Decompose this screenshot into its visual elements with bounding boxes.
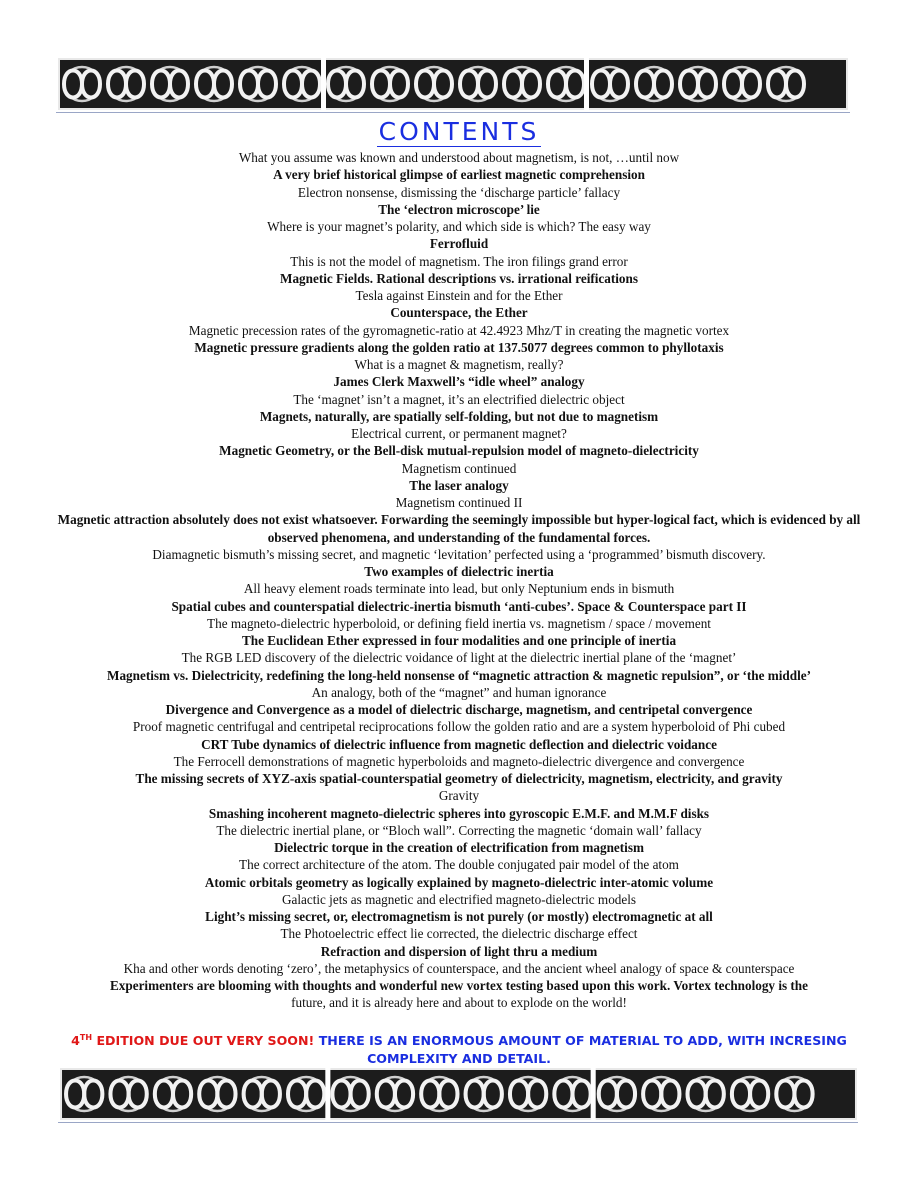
- contents-entry: The Photoelectric effect lie corrected, the dielectric discharge effect: [280, 926, 638, 942]
- contents-entry: Magnetism continued: [401, 460, 517, 476]
- contents-entry: Gravity: [438, 788, 480, 804]
- contents-heading: Two examples of dielectric inertia: [364, 564, 554, 579]
- contents-heading: Magnetic Geometry, or the Bell-disk mutual-repulsion model of magneto-dielectricity: [219, 443, 699, 459]
- contents-list: [46, 149, 872, 1012]
- contents-heading: CRT Tube dynamics of dielectric influence from magnetic deflection and dielectric voidance: [201, 736, 717, 752]
- contents-entry: This is not the model of magnetism. The iron filings grand error: [290, 253, 628, 269]
- contents-heading: Atomic orbitals geometry as logically explained by magneto-dielectric inter-atomic volume: [204, 874, 714, 890]
- contents-heading: Dielectric torque in the creation of electrification from magnetism: [274, 840, 644, 855]
- contents-heading: The missing secrets of XYZ-axis spatial-counterspatial geometry of dielectricity, magnetism, electricity, and gravity: [135, 771, 783, 786]
- contents-entry: Diamagnetic bismuth’s missing secret, and magnetic ‘levitation’ perfected using a ‘programmed’ bismuth discovery.: [152, 546, 766, 562]
- contents-heading: Spatial cubes and counterspatial dielectric-inertia bismuth ‘anti-cubes’. Space & Counterspace part II: [171, 598, 747, 614]
- page-title: CONTENTS: [378, 117, 540, 146]
- contents-heading: Ferrofluid: [429, 236, 489, 252]
- contents-heading: Refraction and dispersion of light thru a medium: [320, 943, 598, 959]
- contents-entry: The RGB LED discovery of the dielectric voidance of light at the dielectric inertial plane of the ‘magnet’: [181, 650, 737, 666]
- contents-heading: The ‘electron microscope’ lie: [378, 201, 540, 217]
- contents-entry: All heavy element roads terminate into lead, but only Neptunium ends in bismuth: [243, 581, 675, 597]
- contents-entry: An analogy, both of the “magnet” and human ignorance: [311, 684, 607, 700]
- celtic-knot-border-bottom: [60, 1068, 857, 1120]
- bottom-divider: [58, 1122, 858, 1123]
- contents-heading: Smashing incoherent magneto-dielectric spheres into gyroscopic E.M.F. and M.M.F disks: [208, 805, 710, 821]
- contents-heading: Magnetic Fields. Rational descriptions vs. irrational reifications: [280, 270, 638, 286]
- edition-notice: [60, 1029, 858, 1068]
- contents-entry: Proof magnetic centrifugal and centripetal reciprocations follow the golden ratio and are a system hyperboloid of Phi cubed: [132, 719, 786, 735]
- contents-heading: The Euclidean Ether expressed in four modalities and one principle of inertia: [241, 633, 677, 648]
- contents-entry: Magnetism continued II: [395, 495, 523, 510]
- contents-entry: Kha and other words denoting ‘zero’, the metaphysics of counterspace, and the ancient wheel analogy of space & counterspace: [123, 960, 795, 976]
- top-divider: [56, 112, 850, 113]
- contents-heading: Experimenters are blooming with thoughts and wonderful new vortex testing based upon this work. Vortex technology is the: [110, 978, 808, 993]
- contents-entry: Tesla against Einstein and for the Ether: [355, 288, 563, 303]
- contents-entry: The Ferrocell demonstrations of magnetic hyperboloids and magneto-dielectric divergence and convergence: [173, 753, 745, 769]
- contents-entry: future, and it is already here and about to explode on the world!: [291, 995, 627, 1011]
- contents-entry: The correct architecture of the atom. The double conjugated pair model of the atom: [239, 857, 679, 873]
- contents-entry: Magnetic precession rates of the gyromagnetic-ratio at 42.4923 Mhz/T in creating the magnetic vortex: [188, 322, 730, 338]
- contents-entry: The ‘magnet’ isn’t a magnet, it’s an electrified dielectric object: [293, 391, 625, 407]
- contents-heading: Divergence and Convergence as a model of dielectric discharge, magnetism, and centripetal convergence: [165, 702, 753, 717]
- contents-heading: Light’s missing secret, or, electromagnetism is not purely (or mostly) electromagnetic at all: [205, 909, 713, 924]
- contents-heading: Magnets, naturally, are spatially self-folding, but not due to magnetism: [259, 408, 659, 424]
- contents-entry: Electron nonsense, dismissing the ‘discharge particle’ fallacy: [297, 184, 621, 200]
- edition-notice-red: 4TH EDITION DUE OUT VERY SOON!: [71, 1033, 315, 1049]
- contents-entry: What is a magnet & magnetism, really?: [354, 357, 564, 372]
- contents-heading: James Clerk Maxwell’s “idle wheel” analogy: [333, 374, 585, 390]
- contents-entry: Galactic jets as magnetic and electrified magneto-dielectric models: [281, 891, 637, 907]
- contents-heading: Magnetic attraction absolutely does not exist whatsoever. Forwarding the seemingly impossible but hyper-logical fact, which is evidenced by all observed phenomena, and understanding of the fundamental forces.: [57, 512, 861, 545]
- contents-entry: Where is your magnet’s polarity, and which side is which? The easy way: [267, 219, 651, 234]
- contents-entry: The dielectric inertial plane, or “Bloch wall”. Correcting the magnetic ‘domain wall’ fallacy: [216, 822, 702, 838]
- contents-heading: The laser analogy: [409, 477, 509, 493]
- contents-heading: Counterspace, the Ether: [390, 305, 528, 321]
- contents-entry: What you assume was known and understood about magnetism, is not, …until now: [238, 150, 680, 165]
- contents-entry: Electrical current, or permanent magnet?: [351, 426, 567, 441]
- edition-notice-blue: THERE IS AN ENORMOUS AMOUNT OF MATERIAL TO ADD, WITH INCRESING COMPLEXITY AND DETAIL.: [318, 1033, 847, 1067]
- contents-heading: Magnetic pressure gradients along the golden ratio at 137.5077 degrees common to phyllotaxis: [194, 339, 724, 355]
- contents-heading: A very brief historical glimpse of earliest magnetic comprehension: [273, 167, 645, 183]
- contents-heading: Magnetism vs. Dielectricity, redefining the long-held nonsense of “magnetic attraction & magnetic repulsion”, or ‘the middle’: [107, 667, 811, 683]
- contents-entry: The magneto-dielectric hyperboloid, or defining field inertia vs. magnetism / space / movement: [207, 615, 711, 631]
- celtic-knot-border-top: [58, 58, 848, 110]
